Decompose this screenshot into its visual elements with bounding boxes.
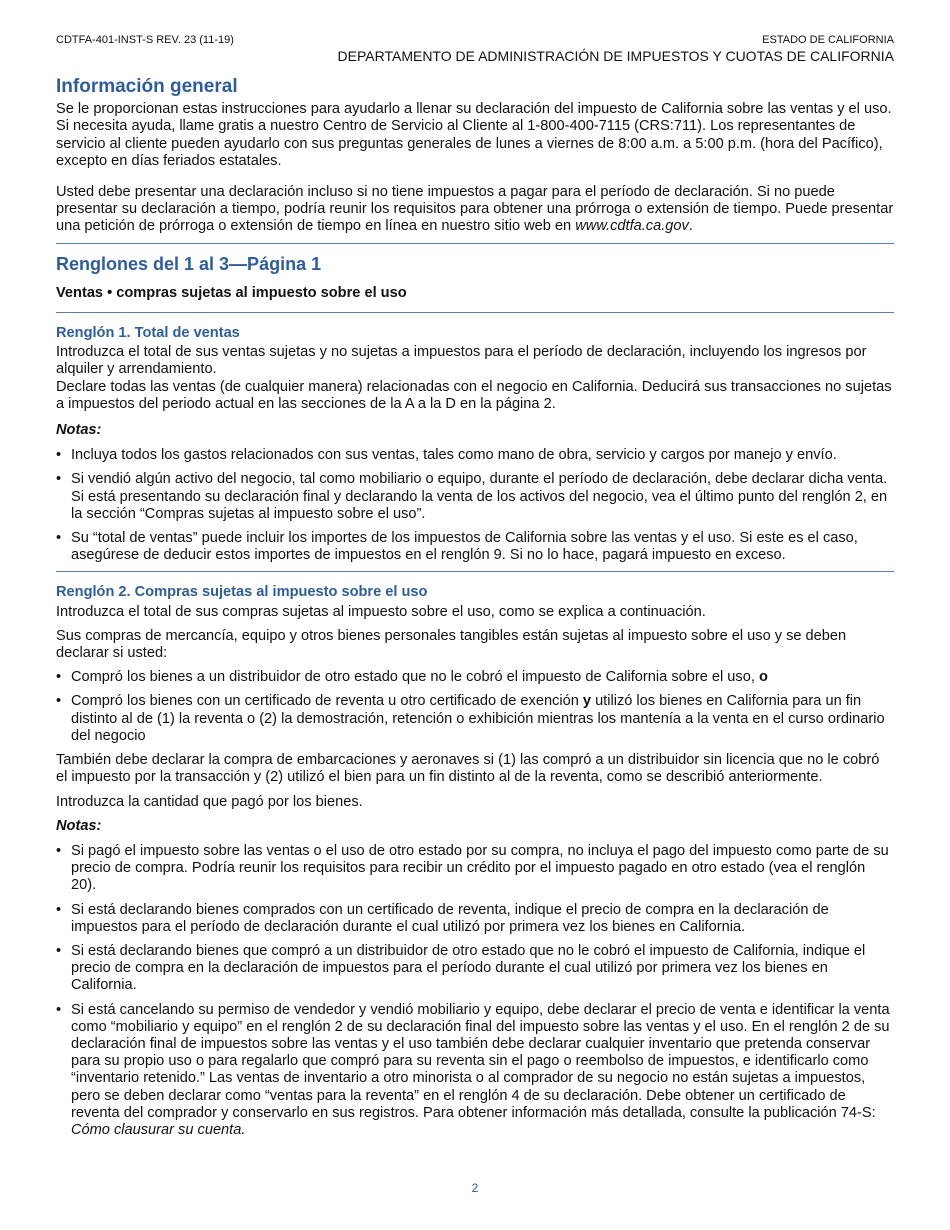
condition-1-text: Compró los bienes a un distribuidor de otro estado que no le cobró el impuesto de California sobre el uso, [71, 669, 759, 686]
condition-1-or: o [758, 669, 768, 686]
line-2-title: Renglón 2. Compras sujetas al impuesto sobre el uso [56, 584, 428, 601]
section-divider [56, 312, 894, 313]
condition-2-and: y [582, 693, 592, 710]
note-4-text: Si está cancelando su permiso de vendedor y vendió mobiliario y equipo, debe declarar el precio de venta e identificar la venta como “mobiliario y equipo” en el renglón 2 de su declaración final del impuesto sobre las ventas y el uso. En el renglón 2 de su declaración final de impuestos sobre las ventas y el uso también debe declarar cualquier inventario que pretenda conservar para su propio uso o para regalarlo que compró para su reventa sin el pago o reembolso de impuestos, e identificarlo como “inventario retenido.” Las ventas de inventario a otro minorista o al comprador de su negocio no están sujetas a impuestos, pero se deben declarar como “ventas para la reventa” en el renglón 4 de su declaración. Debe obtener un certificado de reventa del comprador y conservarlo en sus registros. Para obtener información más detallada, consulte la publicación 74-S: [71, 1001, 890, 1121]
general-info-section [56, 78, 894, 236]
lines-1-3-title: Renglones del 1 al 3—Página 1 [56, 253, 322, 274]
list-item: • Si está declarando bienes que compró a un distribuidor de otro estado que no le cobró el impuesto de California, indique el precio de compra en la declaración de impuestos para el período durante el cual utilizó por primera vez los bienes en California. [56, 943, 894, 995]
general-info-paragraph-2 [56, 184, 894, 236]
list-item [56, 693, 894, 745]
section-divider [56, 571, 894, 572]
condition-2-text-a: Compró los bienes con un certificado de reventa u otro certificado de exención [71, 693, 583, 710]
line-1-notes-label: Notas: [56, 422, 102, 439]
lines-1-3-section [56, 253, 894, 302]
line-2-notes-label: Notas: [56, 817, 102, 834]
list-item: • Si está declarando bienes comprados con un certificado de reventa, indique el precio de compra en la declaración de impuestos para el período de declaración durante el cual utilizó por primera vez los bienes en California. [56, 902, 894, 936]
condition-2-text-b: utilizó los bienes en California para un fin distinto al de (1) la reventa o (2) la demostración, retención o exhibición mientras los mantenía a la venta en el curso ordinario del negocio [71, 693, 885, 744]
line-1-paragraph-2: Declare todas las ventas (de cualquier manera) relacionadas con el negocio en California. Deducirá sus transacciones no sujetas a impuestos del periodo actual en las secciones de la A a la D en la página 2. [56, 378, 892, 412]
department-name: DEPARTAMENTO DE ADMINISTRACIÓN DE IMPUESTOS Y CUOTAS DE CALIFORNIA [337, 48, 894, 64]
list-item: • Si vendió algún activo del negocio, tal como mobiliario o equipo, durante el período de declaración, debe declarar dicha venta. Si está presentando su declaración final y declarando la venta de los activos del negocio, vea el último punto del renglón 2, en la sección “Compras sujetas al impuesto sobre el uso”. [56, 471, 894, 523]
lines-1-3-subtitle: Ventas • compras sujetas al impuesto sobre el uso [56, 284, 407, 301]
line-2-paragraph-4: Introduzca la cantidad que pagó por los bienes. [56, 793, 363, 810]
section-divider [56, 243, 894, 244]
page-number: 2 [471, 1181, 479, 1195]
state-name: ESTADO DE CALIFORNIA [762, 34, 894, 46]
list-item: • Su “total de ventas” puede incluir los importes de los impuestos de California sobre las ventas y el uso. Si este es el caso, asegúrese de deducir estos importes de impuestos en el renglón 9. Si no lo hace, pagará impuesto en exceso. [56, 530, 894, 564]
general-info-title: Información general [56, 76, 238, 97]
line-2-paragraph-3: También debe declarar la compra de embarcaciones y aeronaves si (1) las compró a un distribuidor sin licencia que no le cobró el impuesto por la transacción y (2) utilizó el bien para un fin distinto al de la reventa, como se describió anteriormente. [56, 752, 880, 786]
publication-title: Cómo clausurar su cuenta. [71, 1121, 246, 1138]
list-item: • Si pagó el impuesto sobre las ventas o el uso de otro estado por su compra, no incluya el pago del impuesto como parte de su precio de compra. Podría reunir los requisitos para recibir un crédito por el impuesto pagado en otro estado (vea el renglón 20). [56, 843, 894, 895]
list-item [56, 1002, 894, 1140]
line-2-paragraph-2: Sus compras de mercancía, equipo y otros bienes personales tangibles están sujetas al impuesto sobre el uso y se deben declarar si usted: [56, 627, 847, 662]
general-info-paragraph-2-end: . [688, 218, 693, 235]
agency-block [338, 34, 894, 64]
list-item [56, 669, 894, 686]
line-2-paragraph-1: Introduzca el total de sus compras sujetas al impuesto sobre el uso, como se explica a continuación. [56, 603, 706, 620]
line-1-paragraph-1: Introduzca el total de sus ventas sujetas y no sujetas a impuestos para el período de declaración, incluyendo los ingresos por alquiler y arrendamiento. [56, 344, 867, 378]
line-2-notes-list [56, 843, 894, 1139]
line-2-conditions-list [56, 669, 894, 745]
website-link[interactable]: www.cdtfa.ca.gov [575, 218, 689, 235]
general-info-paragraph-2-text: Usted debe presentar una declaración incluso si no tiene impuestos a pagar para el período de declaración. Si no puede presentar su declaración a tiempo, podría reunir los requisitos para obtener una prórroga o extensión de tiempo. Puede presentar una petición de prórroga o extensión de tiempo en línea en nuestro sitio web en [56, 184, 894, 235]
line-1-title: Renglón 1. Total de ventas [56, 325, 240, 342]
general-info-paragraph-1: Se le proporcionan estas instrucciones para ayudarlo a llenar su declaración del impuesto de California sobre las ventas y el uso. Si necesita ayuda, llame gratis a nuestro Centro de Servicio al Cliente al 1-800-400-7115 (CRS:711). Los representantes de servicio al cliente pueden ayudarlo con sus preguntas generales de lunes a viernes de 8:00 a.m. a 5:00 p.m. (hora del Pacífico), excepto en días feriados estatales. [56, 101, 892, 169]
list-item: • Incluya todos los gastos relacionados con sus ventas, tales como mano de obra, servicio y cargos por manejo y envío. [56, 447, 894, 464]
line-1-notes-list [56, 447, 894, 564]
form-id: CDTFA-401-INST-S REV. 23 (11-19) [56, 34, 234, 46]
line-1-section [56, 325, 894, 564]
line-2-section [56, 584, 894, 1139]
document-body [56, 78, 894, 1146]
